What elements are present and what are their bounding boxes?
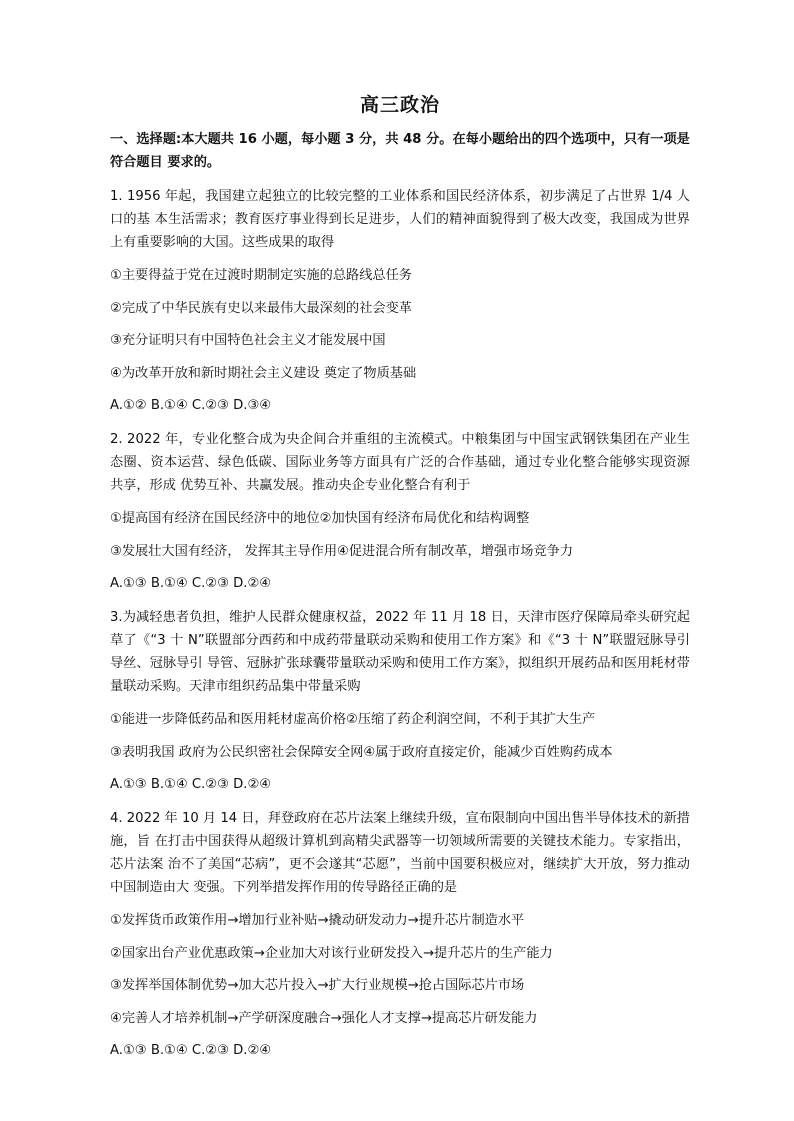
- question-stem: 1. 1956 年起，我国建立起独立的比较完整的工业体系和国民经济体系，初步满足了占世界 1/4 人口的基 本生活需求；教育医疗事业得到长足进步，人们的精神面貌得到了极大改变，我国成为世界上有重要影响的大国。这些成果的取得: [110, 189, 690, 250]
- question-4: [110, 807, 690, 1062]
- question-option: ③表明我国 政府为公民织密社会保障安全网④属于政府直接定价，能减少百姓购药成本: [110, 744, 613, 760]
- question-option: ③发展壮大国有经济， 发挥其主导作用④促进混合所有制改革，增强市场竞争力: [110, 543, 574, 559]
- question-option: ①能进一步降低药品和医用耗材虚高价格②压缩了药企利润空间，不利于其扩大生产: [110, 712, 596, 727]
- exam-page: [110, 92, 690, 1073]
- question-stem: 4. 2022 年 10 月 14 日，拜登政府在芯片法案上继续升级，宣布限制向中国出售半导体技术的新措施，旨 在打击中国获得从超级计算机到高精尖武器等一切领域所需要的关键技术能力。专家指出，芯片法案 治不了美国“芯病”，更不会遂其“芯愿”，当前中国要积极应对，继续扩大开放，努力推动中国制造由大 变强。下列举措发挥作用的传导路径正确的是: [110, 811, 690, 895]
- question-option: ②国家出台产业优惠政策→企业加大对该行业研发投入→提升芯片的生产能力: [110, 945, 553, 961]
- question-option: ③充分证明只有中国特色社会主义才能发展中国: [110, 333, 386, 348]
- question-option: ①提高国有经济在国民经济中的地位②加快国有经济布局优化和结构调整: [110, 511, 530, 526]
- question-option: ④完善人才培养机制→产学研深度融合→强化人才支撑→提高芯片研发能力: [110, 1010, 538, 1026]
- question-1: [110, 185, 690, 417]
- question-2: [110, 428, 690, 595]
- section-heading: 一、选择题:本大题共 16 小题，每小题 3 分，共 48 分。在每小题给出的四个选项中，只有一项是符合题目 要求的。: [110, 132, 690, 170]
- question-stem: 2. 2022 年，专业化整合成为央企间合并重组的主流模式。中粮集团与中国宝武钢铁集团在产业生态圈、资本运营、绿色低碳、国际业务等方面具有广泛的合作基础，通过专业化整合能够实现资源共享，形成 优势互补、共赢发展。推动央企专业化整合有利于: [110, 432, 690, 493]
- question-option: ①发挥货币政策作用→增加行业补贴→撬动研发动力→提升芯片制造水平: [110, 913, 525, 928]
- question-option: ②完成了中华民族有史以来最伟大最深刻的社会变革: [110, 300, 412, 316]
- answer-choices: A.①③ B.①④ C.②③ D.②④: [110, 777, 272, 792]
- question-stem: 3.为减轻患者负担，维护人民群众健康权益，2022 年 11 月 18 日，天津市医疗保障局牵头研究起草了《“3 十 N”联盟部分西药和中成药带量联动采购和使用工作方案》和《“3 十 N”联盟冠脉导引导丝、冠脉导引 导管、冠脉扩张球囊带量联动采购和使用工作方案》，拟组织开展药品和医用耗材带量联动采购。天津市组织药品集中带量采购: [110, 610, 690, 694]
- question-option: ④为改革开放和新时期社会主义建设 奠定了物质基础: [110, 365, 417, 381]
- answer-choices: A.①② B.①④ C.②③ D.③④: [110, 398, 272, 413]
- page-title: 高三政治: [359, 94, 440, 116]
- question-option: ①主要得益于党在过渡时期制定实施的总路线总任务: [110, 268, 412, 283]
- answer-choices: A.①③ B.①④ C.②③ D.②④: [110, 1043, 272, 1058]
- question-3: [110, 606, 690, 796]
- question-option: ③发挥举国体制优势→加大芯片投入→扩大行业规模→抢占国际芯片市场: [110, 978, 525, 993]
- answer-choices: A.①③ B.①④ C.②③ D.②④: [110, 576, 272, 591]
